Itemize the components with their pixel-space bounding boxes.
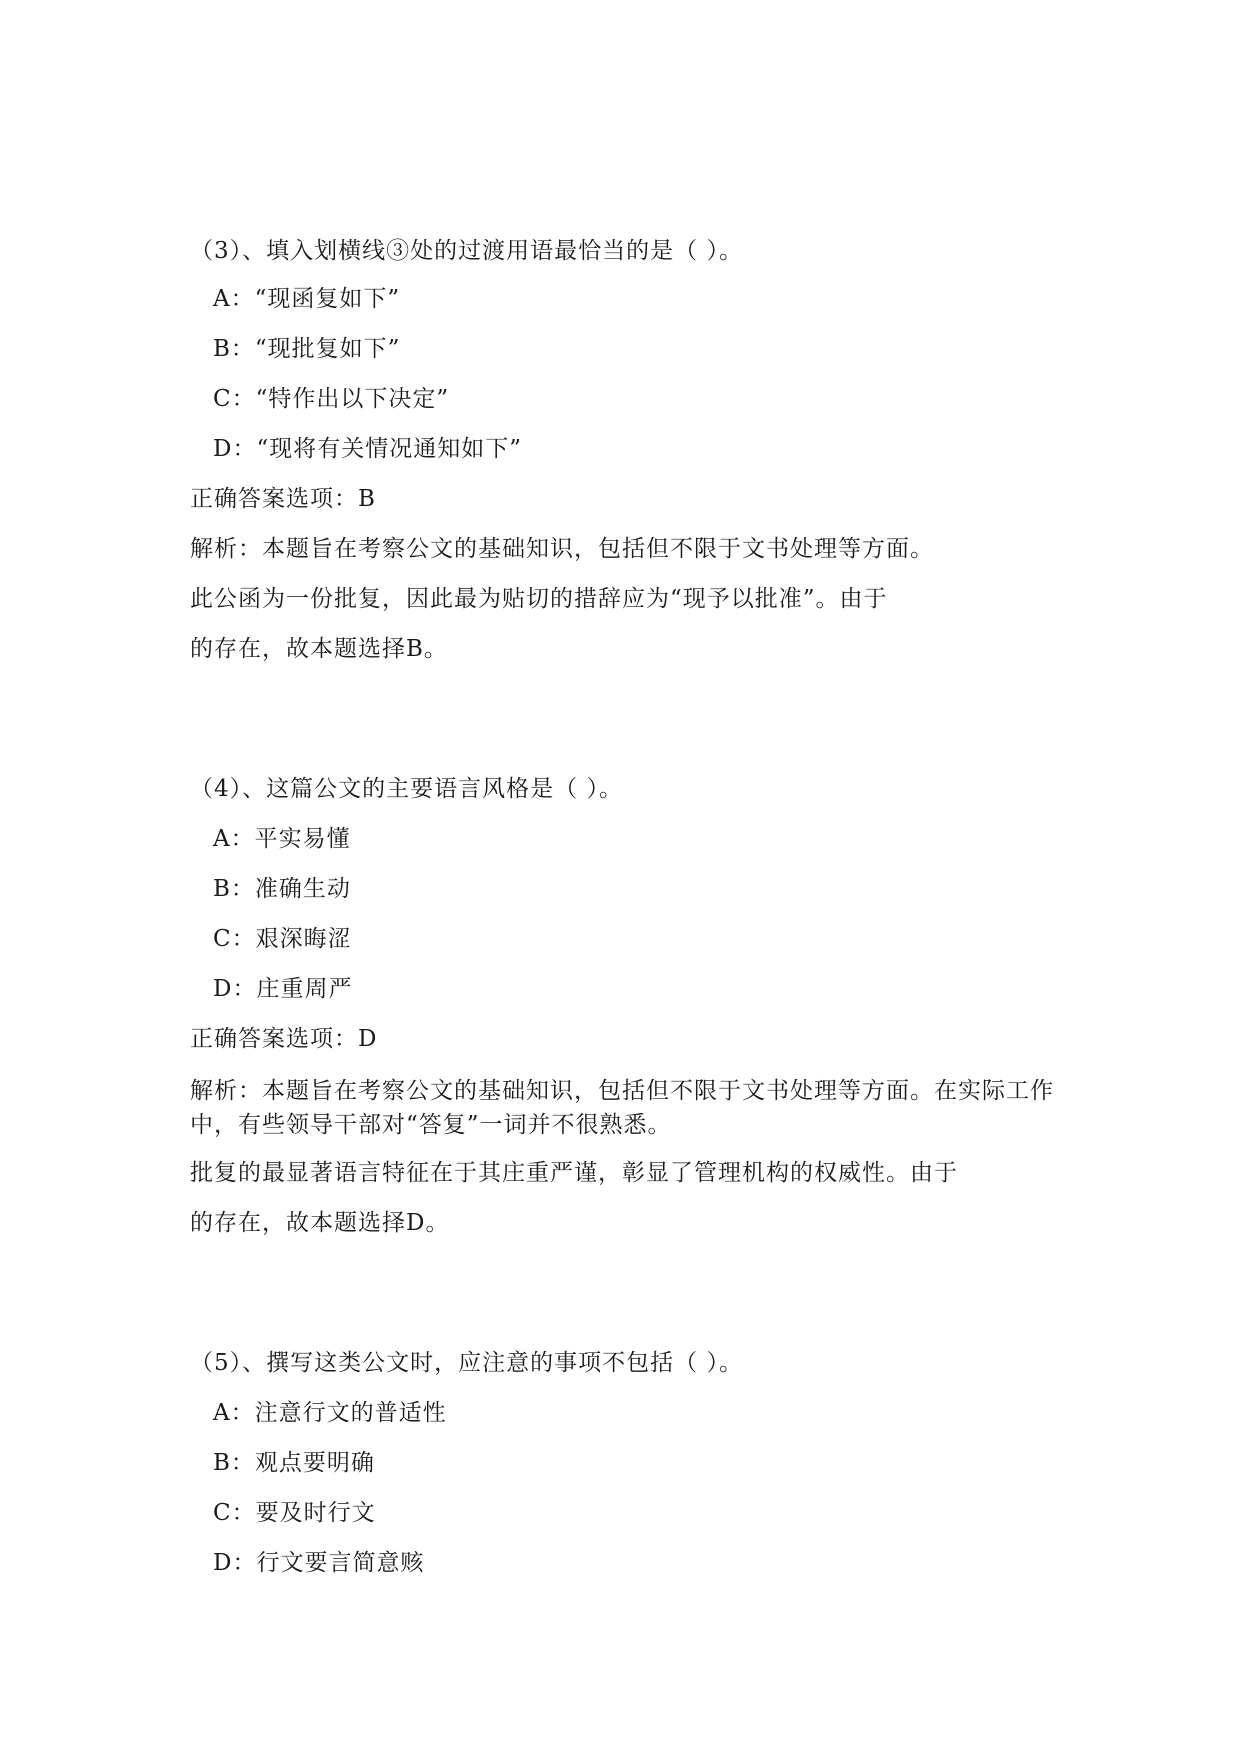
question-5-option-b: B：观点要明确 <box>213 1450 375 1476</box>
question-3-answer: 正确答案选项：B <box>190 486 376 512</box>
question-4-option-a: A：平实易懂 <box>213 826 351 852</box>
question-4-option-d: D：庄重周严 <box>213 976 353 1002</box>
question-3-analysis-3: 的存在，故本题选择B。 <box>190 636 448 662</box>
question-3-analysis-1: 解析：本题旨在考察公文的基础知识，包括但不限于文书处理等方面。 <box>190 536 934 562</box>
question-4-analysis-2: 批复的最显著语言特征在于其庄重严谨，彰显了管理机构的权威性。由于 <box>190 1160 958 1186</box>
question-5-option-a: A：注意行文的普适性 <box>213 1400 447 1426</box>
question-3-title: （3）、填入划横线③处的过渡用语最恰当的是（ ）。 <box>190 238 743 264</box>
question-3-option-d: D：“现将有关情况通知如下” <box>213 436 522 462</box>
question-5-option-c: C：要及时行文 <box>213 1500 376 1526</box>
question-4-option-c: C：艰深晦涩 <box>213 926 352 952</box>
question-3-option-a: A：“现函复如下” <box>213 286 401 312</box>
question-3-option-b: B：“现批复如下” <box>213 336 401 362</box>
question-5-option-d: D：行文要言简意赅 <box>213 1550 425 1576</box>
question-3-analysis-2: 此公函为一份批复，因此最为贴切的措辞应为“现予以批准”。由于 <box>190 586 888 612</box>
question-5-title: （5）、撰写这类公文时，应注意的事项不包括（ ）。 <box>190 1350 743 1376</box>
question-3-option-c: C：“特作出以下决定” <box>213 386 450 412</box>
question-4-analysis-3: 的存在，故本题选择D。 <box>190 1210 450 1236</box>
question-4-option-b: B：准确生动 <box>213 876 351 902</box>
question-4-title: （4）、这篇公文的主要语言风格是（ ）。 <box>190 776 623 802</box>
question-4-analysis-1: 解析：本题旨在考察公文的基础知识，包括但不限于文书处理等方面。在实际工作中，有些领导干部对“答复”一词并不很熟悉。 <box>190 1078 1054 1138</box>
question-4-answer: 正确答案选项：D <box>190 1026 378 1052</box>
